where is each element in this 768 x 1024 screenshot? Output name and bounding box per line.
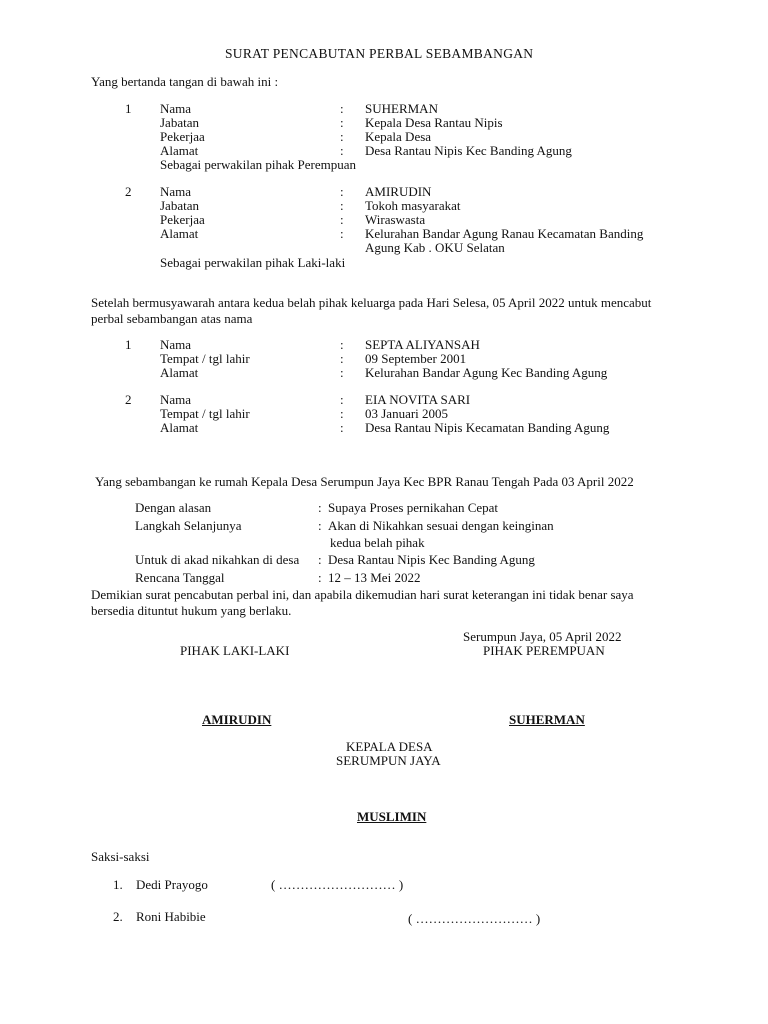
- detail-value-continued: kedua belah pihak: [330, 535, 425, 550]
- colon: :: [340, 337, 344, 352]
- colon: :: [340, 143, 344, 158]
- field-label: Pekerjaa: [160, 212, 205, 227]
- field-label: Alamat: [160, 365, 199, 380]
- detail-label: Langkah Selanjunya: [135, 518, 242, 533]
- head-title-line-2: SERUMPUN JAYA: [336, 753, 441, 768]
- male-signatory-name: AMIRUDIN: [202, 712, 272, 727]
- head-title-line-1: KEPALA DESA: [346, 739, 433, 754]
- party-1-number: 1: [125, 101, 132, 116]
- field-label: Nama: [160, 392, 192, 407]
- field-value: Kelurahan Bandar Agung Kec Banding Agung: [365, 365, 608, 380]
- document-title: SURAT PENCABUTAN PERBAL SEBAMBANGAN: [225, 46, 534, 61]
- colon: :: [340, 184, 344, 199]
- party-2-note: Sebagai perwakilan pihak Laki-laki: [160, 255, 346, 270]
- field-value: 09 September 2001: [365, 351, 467, 366]
- field-label: Nama: [160, 101, 192, 116]
- place-date: Serumpun Jaya, 05 April 2022: [463, 629, 622, 644]
- colon: :: [340, 101, 344, 116]
- colon: :: [340, 129, 344, 144]
- colon: :: [318, 552, 322, 567]
- witness-name: Dedi Prayogo: [136, 877, 208, 892]
- party-1-note: Sebagai perwakilan pihak Perempuan: [160, 157, 357, 172]
- field-label: Alamat: [160, 420, 199, 435]
- colon: :: [340, 226, 344, 241]
- field-value: EIA NOVITA SARI: [365, 392, 471, 407]
- detail-value: 12 – 13 Mei 2022: [328, 570, 421, 585]
- party-2-number: 2: [125, 184, 132, 199]
- field-value: Kelurahan Bandar Agung Ranau Kecamatan Banding: [365, 226, 644, 241]
- field-value: SUHERMAN: [365, 101, 438, 116]
- witness-name: Roni Habibie: [136, 909, 206, 924]
- colon: :: [340, 198, 344, 213]
- village-head-name: MUSLIMIN: [357, 809, 427, 824]
- detail-value: Akan di Nikahkan sesuai dengan keinginan: [328, 518, 554, 533]
- person-2-number: 2: [125, 392, 132, 407]
- deliberation-line-1: Setelah bermusyawarah antara kedua belah pihak keluarga pada Hari Selesa, 05 April 2022 untuk mencabut: [91, 295, 652, 310]
- male-side-label: PIHAK LAKI-LAKI: [180, 643, 290, 658]
- female-side-label: PIHAK PEREMPUAN: [483, 643, 605, 658]
- person-1-number: 1: [125, 337, 132, 352]
- field-label: Tempat / tgl lahir: [160, 406, 250, 421]
- field-label: Nama: [160, 337, 192, 352]
- field-value-continued: Agung Kab . OKU Selatan: [365, 240, 505, 255]
- field-label: Jabatan: [160, 198, 199, 213]
- colon: :: [340, 212, 344, 227]
- witness-number: 2.: [113, 909, 123, 924]
- intro-text: Yang bertanda tangan di bawah ini :: [91, 74, 279, 89]
- field-label: Pekerjaa: [160, 129, 205, 144]
- witness-heading: Saksi-saksi: [91, 849, 150, 864]
- field-value: Kepala Desa: [365, 129, 432, 144]
- closing-line-2: bersedia dituntut hukum yang berlaku.: [91, 603, 292, 618]
- field-label: Jabatan: [160, 115, 199, 130]
- colon: :: [340, 420, 344, 435]
- detail-label: Dengan alasan: [135, 500, 212, 515]
- field-label: Alamat: [160, 226, 199, 241]
- field-value: 03 Januari 2005: [365, 406, 449, 421]
- deliberation-line-2: perbal sebambangan atas nama: [91, 311, 253, 326]
- field-value: Desa Rantau Nipis Kec Banding Agung: [365, 143, 572, 158]
- detail-value: Desa Rantau Nipis Kec Banding Agung: [328, 552, 535, 567]
- colon: :: [340, 392, 344, 407]
- field-value: SEPTA ALIYANSAH: [365, 337, 480, 352]
- colon: :: [340, 351, 344, 366]
- colon: :: [318, 570, 322, 585]
- field-value: AMIRUDIN: [365, 184, 432, 199]
- field-value: Desa Rantau Nipis Kecamatan Banding Agung: [365, 420, 610, 435]
- colon: :: [340, 365, 344, 380]
- colon: :: [340, 115, 344, 130]
- female-signatory-name: SUHERMAN: [509, 712, 585, 727]
- elopement-statement: Yang sebambangan ke rumah Kepala Desa Serumpun Jaya Kec BPR Ranau Tengah Pada 03 April 2022: [95, 474, 634, 489]
- witness-signature-line: ( ……………………… ): [408, 911, 541, 926]
- field-value: Kepala Desa Rantau Nipis: [365, 115, 503, 130]
- field-label: Alamat: [160, 143, 199, 158]
- colon: :: [340, 406, 344, 421]
- closing-line-1: Demikian surat pencabutan perbal ini, dan apabila dikemudian hari surat keterangan ini tidak benar saya: [91, 587, 634, 602]
- colon: :: [318, 518, 322, 533]
- field-value: Tokoh masyarakat: [365, 198, 461, 213]
- field-label: Nama: [160, 184, 192, 199]
- field-label: Tempat / tgl lahir: [160, 351, 250, 366]
- field-value: Wiraswasta: [365, 212, 426, 227]
- detail-label: Rencana Tanggal: [135, 570, 225, 585]
- detail-value: Supaya Proses pernikahan Cepat: [328, 500, 499, 515]
- witness-signature-line: ( ……………………… ): [271, 877, 404, 892]
- witness-number: 1.: [113, 877, 123, 892]
- detail-label: Untuk di akad nikahkan di desa: [135, 552, 300, 567]
- colon: :: [318, 500, 322, 515]
